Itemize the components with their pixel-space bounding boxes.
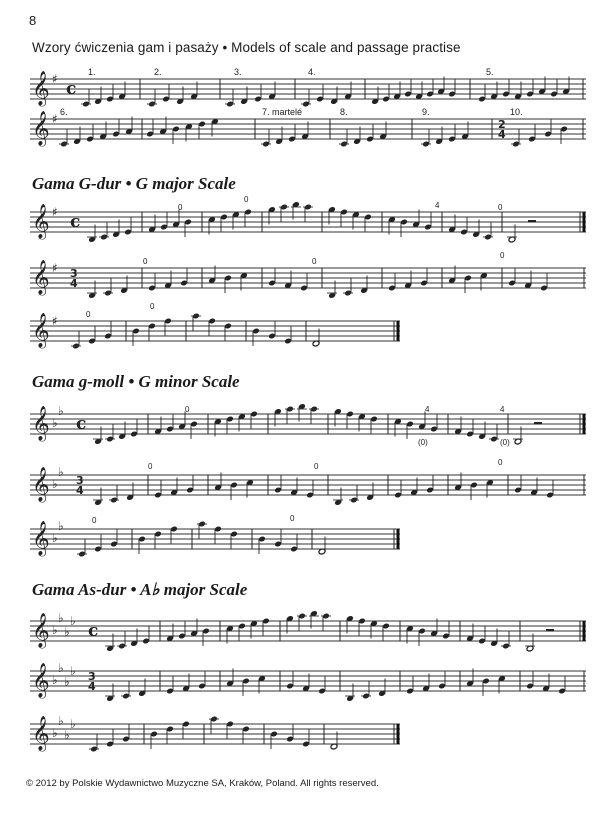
fingering-number: 0: [178, 203, 183, 212]
exercise-number: 7. martelé: [262, 107, 303, 117]
flat-icon: ♭: [58, 661, 64, 675]
g-minor-staff-1: [30, 400, 586, 456]
fingering-number: 0: [244, 195, 249, 204]
treble-clef-icon: 𝄞: [32, 111, 50, 146]
sharp-icon: ♯: [52, 205, 58, 219]
time-sig-bottom: 4: [76, 484, 84, 497]
exercise-number: 8.: [340, 107, 348, 117]
fingering-number: 0: [498, 203, 503, 212]
scale-heading-g-minor: Gama g-moll • G minor Scale: [32, 372, 240, 391]
treble-clef-icon: 𝄞: [32, 71, 50, 106]
fingering-number: 0: [185, 405, 190, 414]
exercise-number: 2.: [154, 67, 162, 77]
exercise-number: 1.: [88, 67, 96, 77]
exercise-number: 5.: [486, 67, 494, 77]
flat-icon: ♭: [64, 728, 70, 742]
flat-icon: ♭: [58, 611, 64, 625]
flat-icon: ♭: [52, 531, 58, 545]
flat-icon: ♭: [64, 625, 70, 639]
exercise-number: 10.: [510, 107, 523, 117]
fingering-number: 0: [290, 514, 295, 523]
common-time-sign: c: [70, 212, 81, 232]
flat-icon: ♭: [52, 726, 58, 740]
time-sig-bottom: 4: [498, 128, 506, 141]
exercise-number: 4.: [308, 67, 316, 77]
time-sig-top: 3: [70, 267, 78, 280]
fingering-number: 4: [425, 405, 430, 414]
g-major-staff-2: [30, 251, 586, 310]
a-flat-major-staff-3: [30, 710, 400, 766]
treble-clef-icon: 𝄞: [32, 613, 50, 648]
g-minor-staff-3: [30, 515, 400, 571]
fingering-number: 0: [143, 257, 148, 266]
flat-icon: ♭: [70, 664, 76, 678]
time-sig-bottom: 4: [88, 680, 96, 693]
fingering-number: 4: [435, 201, 440, 210]
common-time-sign: c: [88, 621, 99, 641]
fingering-number: 0: [86, 310, 91, 319]
exercise-number: 6.: [60, 107, 68, 117]
flat-icon: ♭: [52, 477, 58, 491]
intro-title: Wzory ćwiczenia gam i pasaży • Models of scale and passage practise: [32, 40, 461, 55]
g-major-staff-3: [30, 302, 400, 363]
treble-clef-icon: 𝄞: [32, 204, 50, 239]
flat-icon: ♭: [58, 465, 64, 479]
fingering-number: (0): [418, 438, 428, 447]
g-minor-staff-2: [30, 458, 586, 517]
half-rest: [528, 220, 536, 223]
flat-icon: ♭: [52, 673, 58, 687]
fingering-number: 0: [92, 516, 97, 525]
common-time-sign: c: [66, 79, 77, 99]
fingering-number: (0): [500, 438, 510, 447]
sharp-icon: ♯: [52, 112, 58, 126]
fingering-number: 0: [150, 302, 155, 311]
fingering-number: 4: [500, 405, 505, 414]
flat-icon: ♭: [58, 714, 64, 728]
flat-icon: ♭: [58, 519, 64, 533]
flat-icon: ♭: [70, 614, 76, 628]
treble-clef-icon: 𝄞: [32, 313, 50, 348]
treble-clef-icon: 𝄞: [32, 663, 50, 698]
common-time-sign: c: [76, 414, 87, 434]
flat-icon: ♭: [64, 675, 70, 689]
sharp-icon: ♯: [52, 314, 58, 328]
treble-clef-icon: 𝄞: [32, 716, 50, 751]
treble-clef-icon: 𝄞: [32, 467, 50, 502]
treble-clef-icon: 𝄞: [32, 521, 50, 556]
sharp-icon: ♯: [52, 72, 58, 86]
a-flat-major-staff-1: [30, 607, 586, 663]
fingering-number: 0: [314, 462, 319, 471]
scale-heading-g-major: Gama G-dur • G major Scale: [32, 174, 236, 193]
time-sig-bottom: 4: [70, 277, 78, 290]
flat-icon: ♭: [52, 416, 58, 430]
half-rest: [534, 422, 542, 425]
flat-icon: ♭: [52, 623, 58, 637]
flat-icon: ♭: [58, 404, 64, 418]
exercise-number: 3.: [234, 67, 242, 77]
exercise-number: 9.: [422, 107, 430, 117]
fingering-number: 0: [498, 458, 503, 467]
fingering-number: 0: [500, 251, 505, 260]
a-flat-major-staff-2: [30, 657, 586, 713]
exercise-staff-2: [30, 105, 586, 153]
treble-clef-icon: 𝄞: [32, 260, 50, 295]
treble-clef-icon: 𝄞: [32, 406, 50, 441]
fingering-number: 0: [312, 257, 317, 266]
time-sig-top: 2: [498, 118, 506, 131]
half-rest: [546, 629, 554, 632]
flat-icon: ♭: [70, 717, 76, 731]
scale-heading-a-flat-major: Gama As-dur • A♭ major Scale: [32, 580, 248, 599]
g-major-staff-1: [30, 195, 586, 254]
page-number: 8: [29, 13, 37, 28]
fingering-number: 0: [148, 462, 153, 471]
footer-copyright: © 2012 by Polskie Wydawnictwo Muzyczne SA, Kraków, Poland. All rights reserved.: [26, 778, 379, 789]
time-sig-top: 3: [88, 670, 96, 683]
time-sig-top: 3: [76, 474, 84, 487]
sharp-icon: ♯: [52, 261, 58, 275]
